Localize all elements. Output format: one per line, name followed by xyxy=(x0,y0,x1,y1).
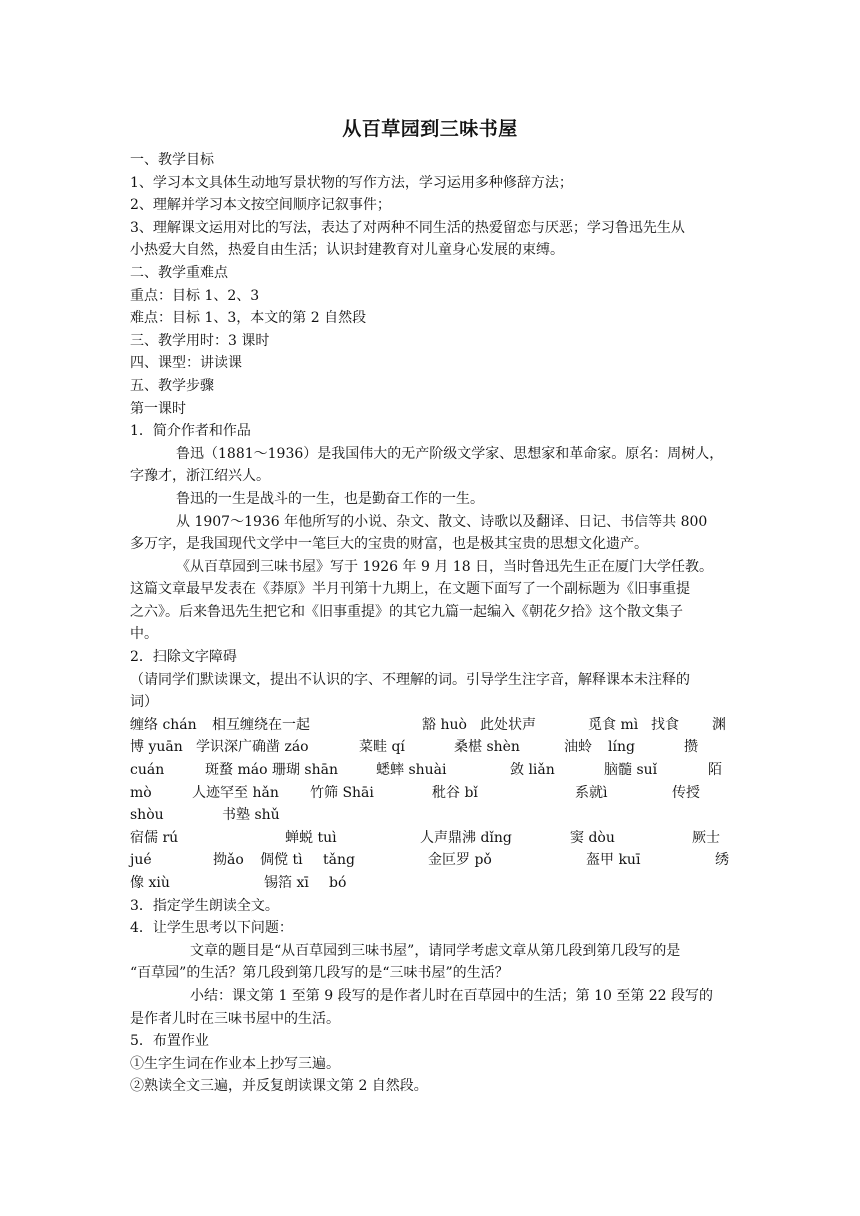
objective-3-line-2: 小热爱大自然，热爱自由生活；认识封建教育对儿童身心发展的束缚。 xyxy=(130,242,564,259)
summary-paragraph-cont: 是作者儿时在三味书屋中的生活。 xyxy=(130,1010,340,1027)
step-2-note: （请同学们默读课文，提出不认识的字、不理解的词。引导学生注字音，解释课本未注释的 xyxy=(130,671,690,688)
vocab-row xyxy=(130,804,730,827)
step-5-heading: 5．布置作业 xyxy=(130,1033,209,1050)
homework-item: ①生字生词在作业本上抄写三遍。 xyxy=(130,1055,340,1072)
vocab-row xyxy=(130,759,730,782)
difficulty-text: 难点：目标 1、3，本文的第 2 自然段 xyxy=(130,310,367,327)
work-paragraph-cont: 中。 xyxy=(130,626,158,643)
objective-1: 1、学习本文具体生动地写景状物的写作方法，学习运用多种修辞方法； xyxy=(130,174,573,191)
vocab-item: 像 xiù xyxy=(130,875,170,891)
vocab-item: 陌 xyxy=(708,762,722,779)
vocab-item: 攒 xyxy=(684,739,698,756)
type-text: 四、课型：讲读课 xyxy=(130,355,242,372)
vocab-item: 金叵罗 pǒ xyxy=(428,852,492,869)
vocab-item: 传授 xyxy=(672,784,700,801)
objective-2: 2、理解并学习本文按空间顺序记叙事件； xyxy=(130,197,391,214)
bio-paragraph-1: 鲁迅（1881～1936）是我国伟大的无产阶级文学家、思想家和革命家。原名：周树人， xyxy=(176,445,724,462)
vocab-row xyxy=(130,714,730,737)
vocab-item: 脑髓 suǐ xyxy=(604,762,658,779)
vocab-item: 人迹罕至 hǎn xyxy=(192,784,279,801)
step-2-heading: 2．扫除文字障碍 xyxy=(130,649,237,666)
section-heading: 一、教学目标 xyxy=(130,152,214,168)
vocab-item: 蟋蟀 shuài xyxy=(376,762,447,779)
vocab-row xyxy=(130,736,730,759)
vocab-item: 渊 xyxy=(712,716,726,733)
vocab-item: 豁 huò xyxy=(422,716,467,733)
work-paragraph: 《从百草园到三味书屋》写于 1926 年 9 月 18 日，当时鲁迅先生正在厦门大学任教。 xyxy=(176,558,714,575)
objective-3-line-1: 3、理解课文运用对比的写法，表达了对两种不同生活的热爱留恋与厌恶；学习鲁迅先生从 xyxy=(130,219,685,236)
vocab-row xyxy=(130,827,730,850)
step-3-text: 3．指定学生朗读全文。 xyxy=(130,897,279,914)
vocab-item: 斑蝥 máo 珊瑚 shān xyxy=(205,762,338,779)
focus-text: 重点：目标 1、2、3 xyxy=(130,287,260,304)
vocab-item: 博 yuān xyxy=(130,739,183,756)
summary-paragraph: 小结：课文第 1 至第 9 段写的是作者儿时在百草园中的生活；第 10 至第 22 段写的 xyxy=(190,987,714,1004)
step-2-note-cont: 词） xyxy=(130,694,158,711)
vocab-item: 缠络 chán xyxy=(130,716,197,733)
vocab-item: 盔甲 kuī xyxy=(586,852,641,869)
question-paragraph-cont: “百草园”的生活？第几段到第几段写的是“三味书屋”的生活？ xyxy=(130,965,509,982)
vocab-item: mò xyxy=(130,784,152,801)
section-heading: 五、教学步骤 xyxy=(130,377,214,394)
vocab-item: 菜畦 qí xyxy=(359,739,405,756)
vocab-item: 书塾 shǔ xyxy=(222,807,280,824)
hours-text: 三、教学用时：3 课时 xyxy=(130,332,270,349)
vocab-item: 倜傥 tì xyxy=(260,852,303,869)
vocab-item: shòu xyxy=(130,807,164,824)
vocab-item: 宿儒 rú xyxy=(130,829,179,846)
bio-paragraph-2: 鲁迅的一生是战斗的一生，也是勤奋工作的一生。 xyxy=(176,490,484,507)
vocab-item: 蝉蜕 tuì xyxy=(285,829,337,846)
vocab-item: 窦 dòu xyxy=(570,829,615,846)
vocab-item: 厥士 xyxy=(692,829,720,846)
work-paragraph-cont: 之六》。后来鲁迅先生把它和《旧事重提》的其它九篇一起编入《朝花夕拾》这个散文集子 xyxy=(130,603,683,620)
vocab-item: 桑椹 shèn xyxy=(454,739,520,756)
vocab-row xyxy=(130,849,730,872)
vocab-item: 此处状声 xyxy=(480,716,536,733)
vocab-item: 秕谷 bǐ xyxy=(432,784,478,801)
vocab-item: 绣 xyxy=(715,852,729,869)
vocab-item: 相互缠绕在一起 xyxy=(212,716,310,733)
bio-paragraph-1-cont: 字豫才，浙江绍兴人。 xyxy=(130,468,270,485)
vocab-row xyxy=(130,782,730,805)
question-paragraph: 文章的题目是“从百草园到三味书屋”，请同学考虑文章从第几段到第几段写的是 xyxy=(190,942,681,959)
vocab-item: tǎng xyxy=(323,852,355,869)
vocab-item: 学识深广确凿 záo xyxy=(196,739,309,756)
vocab-item: 找食 xyxy=(651,716,679,733)
vocab-item: 觅食 mì xyxy=(588,716,639,733)
vocab-item: 拗ǎo xyxy=(213,852,244,869)
vocab-item: jué xyxy=(130,852,152,869)
vocab-item: 油蛉 xyxy=(564,739,592,756)
section-heading: 二、教学重难点 xyxy=(130,264,228,281)
vocab-item: bó xyxy=(329,875,347,891)
step-4-text: 4．让学生思考以下问题： xyxy=(130,920,293,937)
bio-paragraph-3: 从 1907～1936 年他所写的小说、杂文、散文、诗歌以及翻译、日记、书信等共 800 xyxy=(176,513,708,530)
step-1-heading: 1．简介作者和作品 xyxy=(130,423,251,440)
document-title: 从百草园到三味书屋 xyxy=(342,118,518,140)
vocab-item: cuán xyxy=(130,762,165,779)
vocab-item: 敛 liǎn xyxy=(510,762,555,779)
vocab-item: 锡箔 xī xyxy=(264,875,309,891)
work-paragraph-cont: 这篇文章最早发表在《莽原》半月刊第十九期上，在文题下面写了一个副标题为《旧事重提 xyxy=(130,581,690,598)
vocab-row xyxy=(130,872,730,895)
vocab-item: líng xyxy=(608,739,635,756)
vocab-item: 系就ì xyxy=(575,784,608,801)
lesson-label: 第一课时 xyxy=(130,400,186,417)
vocab-item: 人声鼎沸 dǐng xyxy=(420,829,512,846)
bio-paragraph-3-cont: 多万字，是我国现代文学中一笔巨大的宝贵的财富，也是极其宝贵的思想文化遗产。 xyxy=(130,536,648,553)
document-body xyxy=(130,149,730,1098)
homework-item: ②熟读全文三遍，并反复朗读课文第 2 自然段。 xyxy=(130,1078,428,1095)
vocab-item: 竹筛 Shāi xyxy=(310,784,374,801)
